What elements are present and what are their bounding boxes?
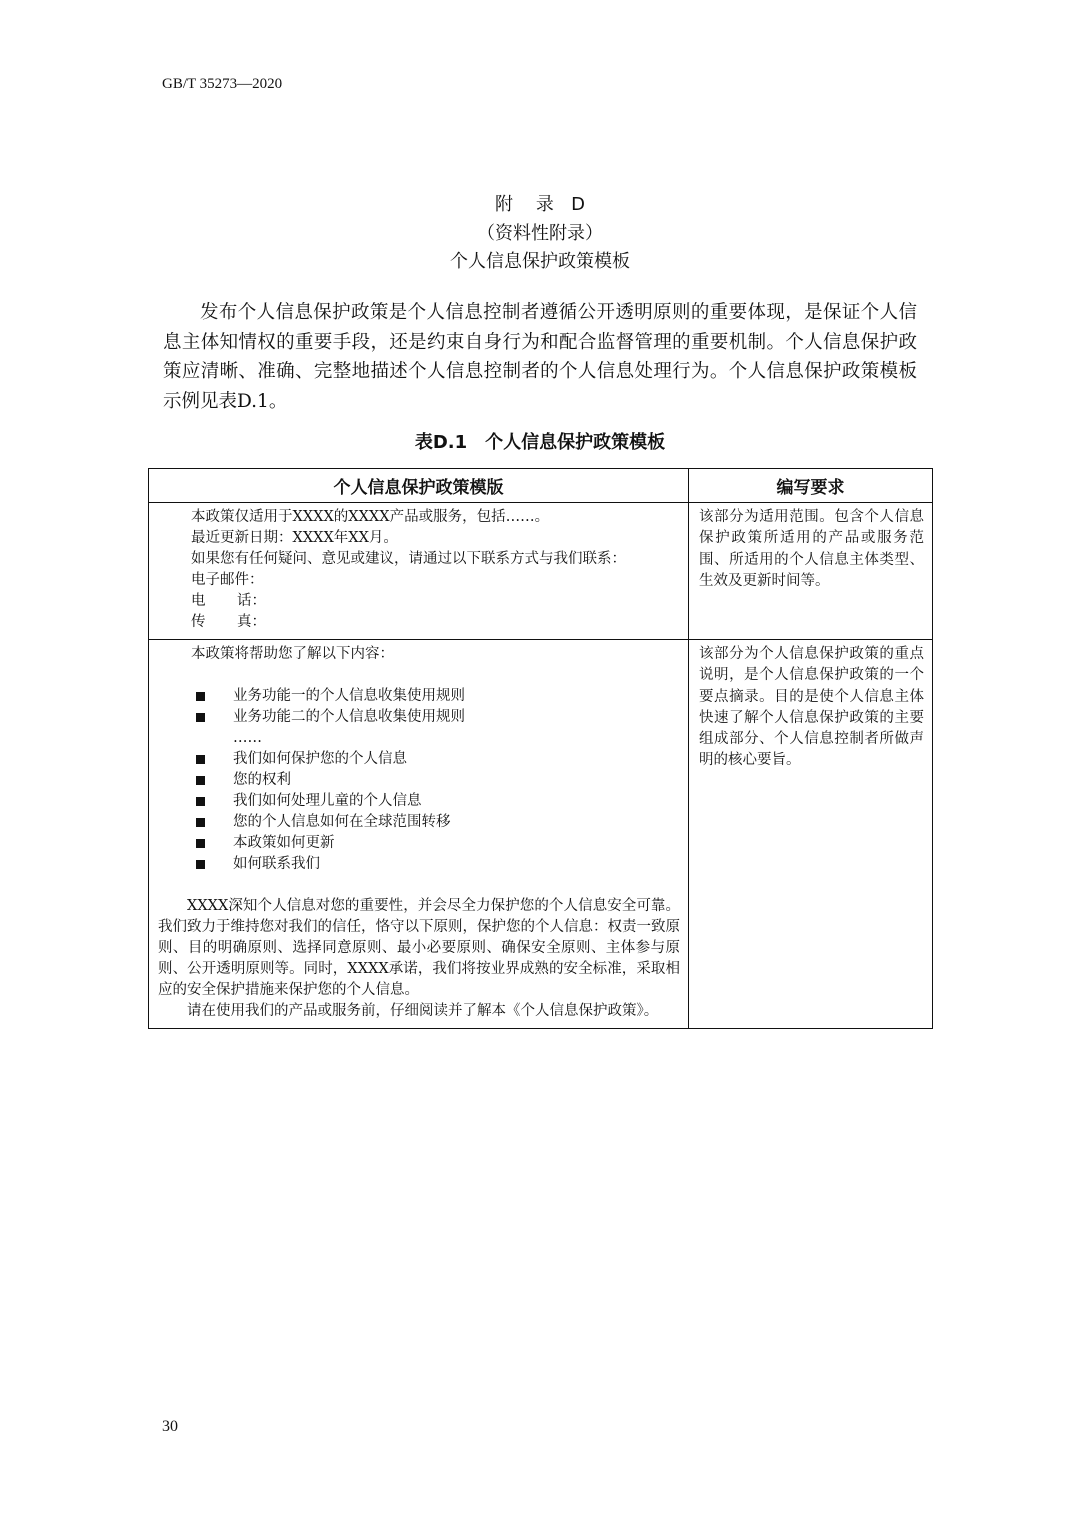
list-item: 如何联系我们 bbox=[158, 854, 680, 875]
fax-line: 传 真： bbox=[191, 614, 266, 630]
appendix-type: （资料性附录） bbox=[477, 223, 603, 244]
list-item: 业务功能一的个人信息收集使用规则 bbox=[158, 686, 680, 707]
appendix-label-2: 录 bbox=[535, 194, 554, 215]
scope-line: 本政策仅适用于XXXX的XXXX产品或服务，包括……。 bbox=[191, 509, 550, 525]
list-item: 本政策如何更新 bbox=[158, 833, 680, 854]
appendix-title bbox=[0, 190, 1080, 216]
standard-code: GB/T 35273—2020 bbox=[162, 76, 283, 92]
header-template: 个人信息保护政策模版 bbox=[149, 469, 689, 503]
policy-template-table bbox=[148, 468, 933, 1029]
appendix-letter: D bbox=[571, 194, 585, 215]
scope-template-cell bbox=[149, 503, 689, 640]
appendix-name: 个人信息保护政策模板 bbox=[450, 251, 630, 272]
bullet-square-icon bbox=[196, 818, 205, 827]
bullet-square-icon bbox=[196, 692, 205, 701]
bullet-square-icon bbox=[196, 797, 205, 806]
list-item: 我们如何处理儿童的个人信息 bbox=[158, 791, 680, 812]
list-ellipsis: …… bbox=[233, 730, 262, 746]
bullet-square-icon bbox=[196, 776, 205, 785]
summary-template-cell bbox=[149, 640, 689, 1029]
summary-intro: 本政策将帮助您了解以下内容： bbox=[191, 646, 394, 662]
bullet-square-icon bbox=[196, 713, 205, 722]
table-caption: 表D.1 个人信息保护政策模板 bbox=[414, 432, 666, 453]
bullet-square-icon bbox=[196, 860, 205, 869]
table-header-row bbox=[149, 469, 933, 503]
header-requirement: 编写要求 bbox=[689, 469, 933, 503]
page-number: 30 bbox=[162, 1418, 178, 1435]
table-row bbox=[149, 503, 933, 640]
email-line: 电子邮件： bbox=[191, 572, 264, 588]
intro-paragraph: 发布个人信息保护政策是个人信息控制者遵循公开透明原则的重要体现，是保证个人信息主体知情权的重要手段，还是约束自身行为和配合监督管理的重要机制。个人信息保护政策应清晰、准确、完整地描述个人信息控制者的个人信息处理行为。个人信息保护政策模板示例见表D.1。 bbox=[163, 302, 917, 412]
list-item: 您的权利 bbox=[158, 770, 680, 791]
scope-requirement-cell: 该部分为适用范围。包含个人信息保护政策所适用的产品或服务范围、所适用的个人信息主体类型、生效及更新时间等。 bbox=[689, 503, 933, 640]
commitment-paragraph: XXXX深知个人信息对您的重要性，并会尽全力保护您的个人信息安全可靠。我们致力于维持您对我们的信任，恪守以下原则，保护您的个人信息：权责一致原则、目的明确原则、选择同意原则、最小必要原则、确保安全原则、主体参与原则、公开透明原则等。同时，XXXX承诺，我们将按业界成熟的安全标准，采取相应的安全保护措施来保护您的个人信息。 bbox=[158, 898, 680, 998]
update-date-line: 最近更新日期：XXXX年XX月。 bbox=[191, 530, 398, 546]
bullet-square-icon bbox=[196, 839, 205, 848]
list-item: 业务功能二的个人信息收集使用规则 bbox=[158, 707, 680, 728]
summary-requirement-cell: 该部分为个人信息保护政策的重点说明，是个人信息保护政策的一个要点摘录。目的是使个人信息主体快速了解个人信息保护政策的主要组成部分、个人信息控制者所做声明的核心要旨。 bbox=[689, 640, 933, 1029]
phone-line: 电 话： bbox=[191, 593, 266, 609]
contact-line: 如果您有任何疑问、意见或建议，请通过以下联系方式与我们联系： bbox=[191, 551, 626, 567]
table-row bbox=[149, 640, 933, 1029]
list-item: 我们如何保护您的个人信息 bbox=[158, 749, 680, 770]
appendix-label: 附 bbox=[495, 194, 514, 215]
read-notice-paragraph: 请在使用我们的产品或服务前，仔细阅读并了解本《个人信息保护政策》。 bbox=[187, 1003, 659, 1019]
list-item: 您的个人信息如何在全球范围转移 bbox=[158, 812, 680, 833]
bullet-square-icon bbox=[196, 755, 205, 764]
